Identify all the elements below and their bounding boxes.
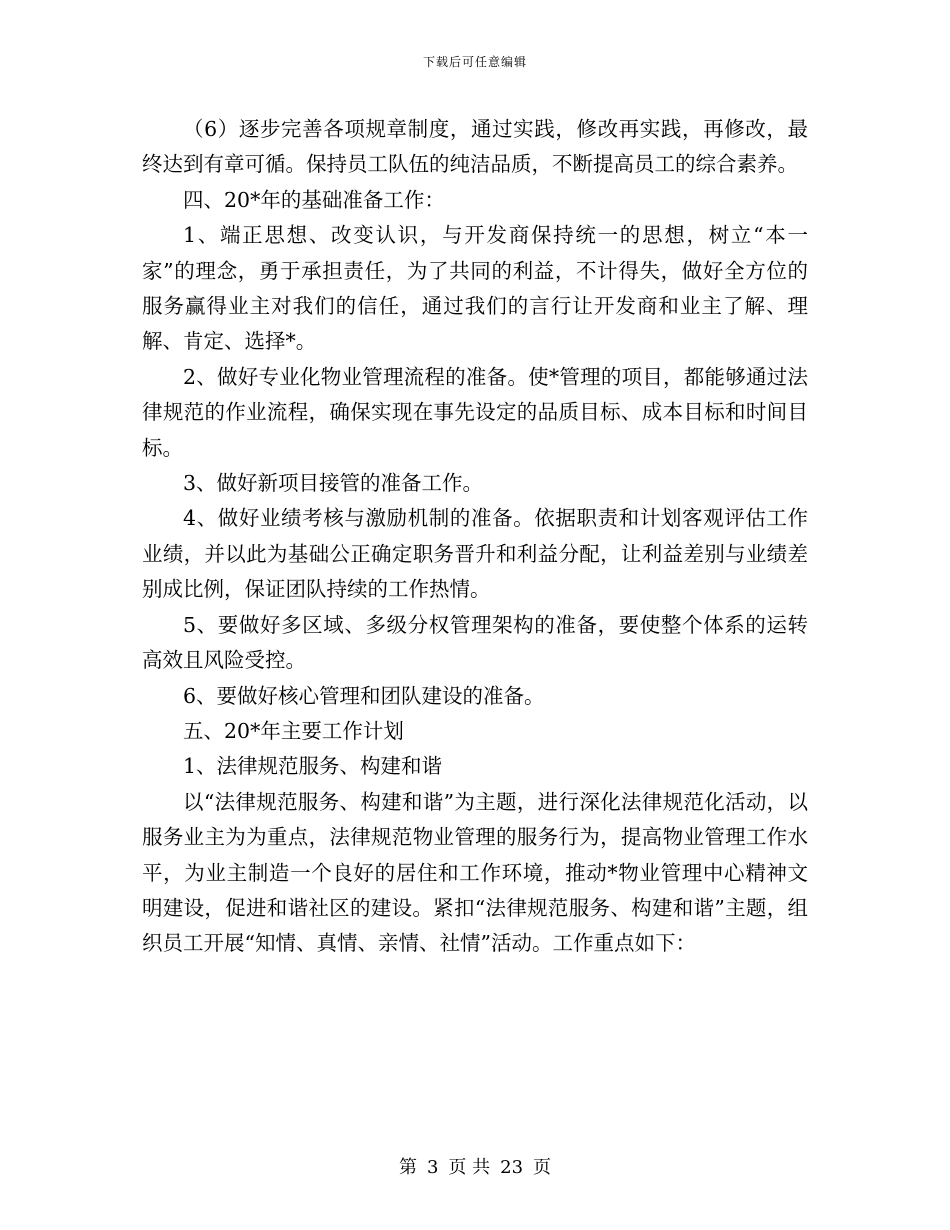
paragraph: 以“法律规范服务、构建和谐”为主题，进行深化法律规范化活动，以服务业主为为重点，法律规范物业管理的服务行为，提高物业管理工作水平，为业主制造一个良好的居住和工作环境，推动*物业管理中心精神文明建设，促进和谐社区的建设。紧扣“法律规范服务、构建和谐”主题，组织员工开展“知情、真情、亲情、社情”活动。工作重点如下： bbox=[142, 789, 808, 956]
paragraph: 2、做好专业化物业管理流程的准备。使*管理的项目，都能够通过法律规范的作业流程，确保实现在事先设定的品质目标、成本目标和时间目标。 bbox=[142, 364, 808, 460]
subsection-heading: 1、法律规范服务、构建和谐 bbox=[183, 754, 443, 779]
paragraph: 4、做好业绩考核与激励机制的准备。依据职责和计划客观评估工作业绩，并以此为基础公正确定职务晋升和利益分配，让利益差别与业绩差别成比例，保证团队持续的工作热情。 bbox=[142, 506, 808, 602]
page-header: 下载后可任意编辑 bbox=[422, 55, 527, 69]
section-heading: 五、20*年主要工作计划 bbox=[183, 718, 404, 743]
footer-suffix: 页 bbox=[533, 1157, 552, 1178]
paragraph: 1、端正思想、改变认识，与开发商保持统一的思想，树立“本一家”的理念，勇于承担责任，为了共同的利益，不计得失，做好全方位的服务赢得业主对我们的信任，通过我们的言行让开发商和业主了解、理解、肯定、选择*。 bbox=[142, 223, 808, 354]
paragraph: （6）逐步完善各项规章制度，通过实践，修改再实践，再修改，最终达到有章可循。保持员工队伍的纯洁品质，不断提高员工的综合素养。 bbox=[142, 117, 808, 177]
footer-prefix: 第 bbox=[398, 1157, 417, 1178]
document-body bbox=[142, 112, 808, 962]
section-heading: 四、20*年的基础准备工作： bbox=[183, 187, 445, 212]
total-pages: 23 bbox=[500, 1157, 524, 1178]
paragraph: 5、要做好多区域、多级分权管理架构的准备，要使整个体系的运转高效且风险受控。 bbox=[142, 612, 808, 673]
page-number: 3 bbox=[426, 1157, 439, 1178]
paragraph: 6、要做好核心管理和团队建设的准备。 bbox=[183, 683, 545, 708]
page-footer bbox=[0, 1153, 950, 1179]
footer-mid: 页 共 bbox=[448, 1157, 491, 1178]
paragraph: 3、做好新项目接管的准备工作。 bbox=[183, 471, 484, 496]
